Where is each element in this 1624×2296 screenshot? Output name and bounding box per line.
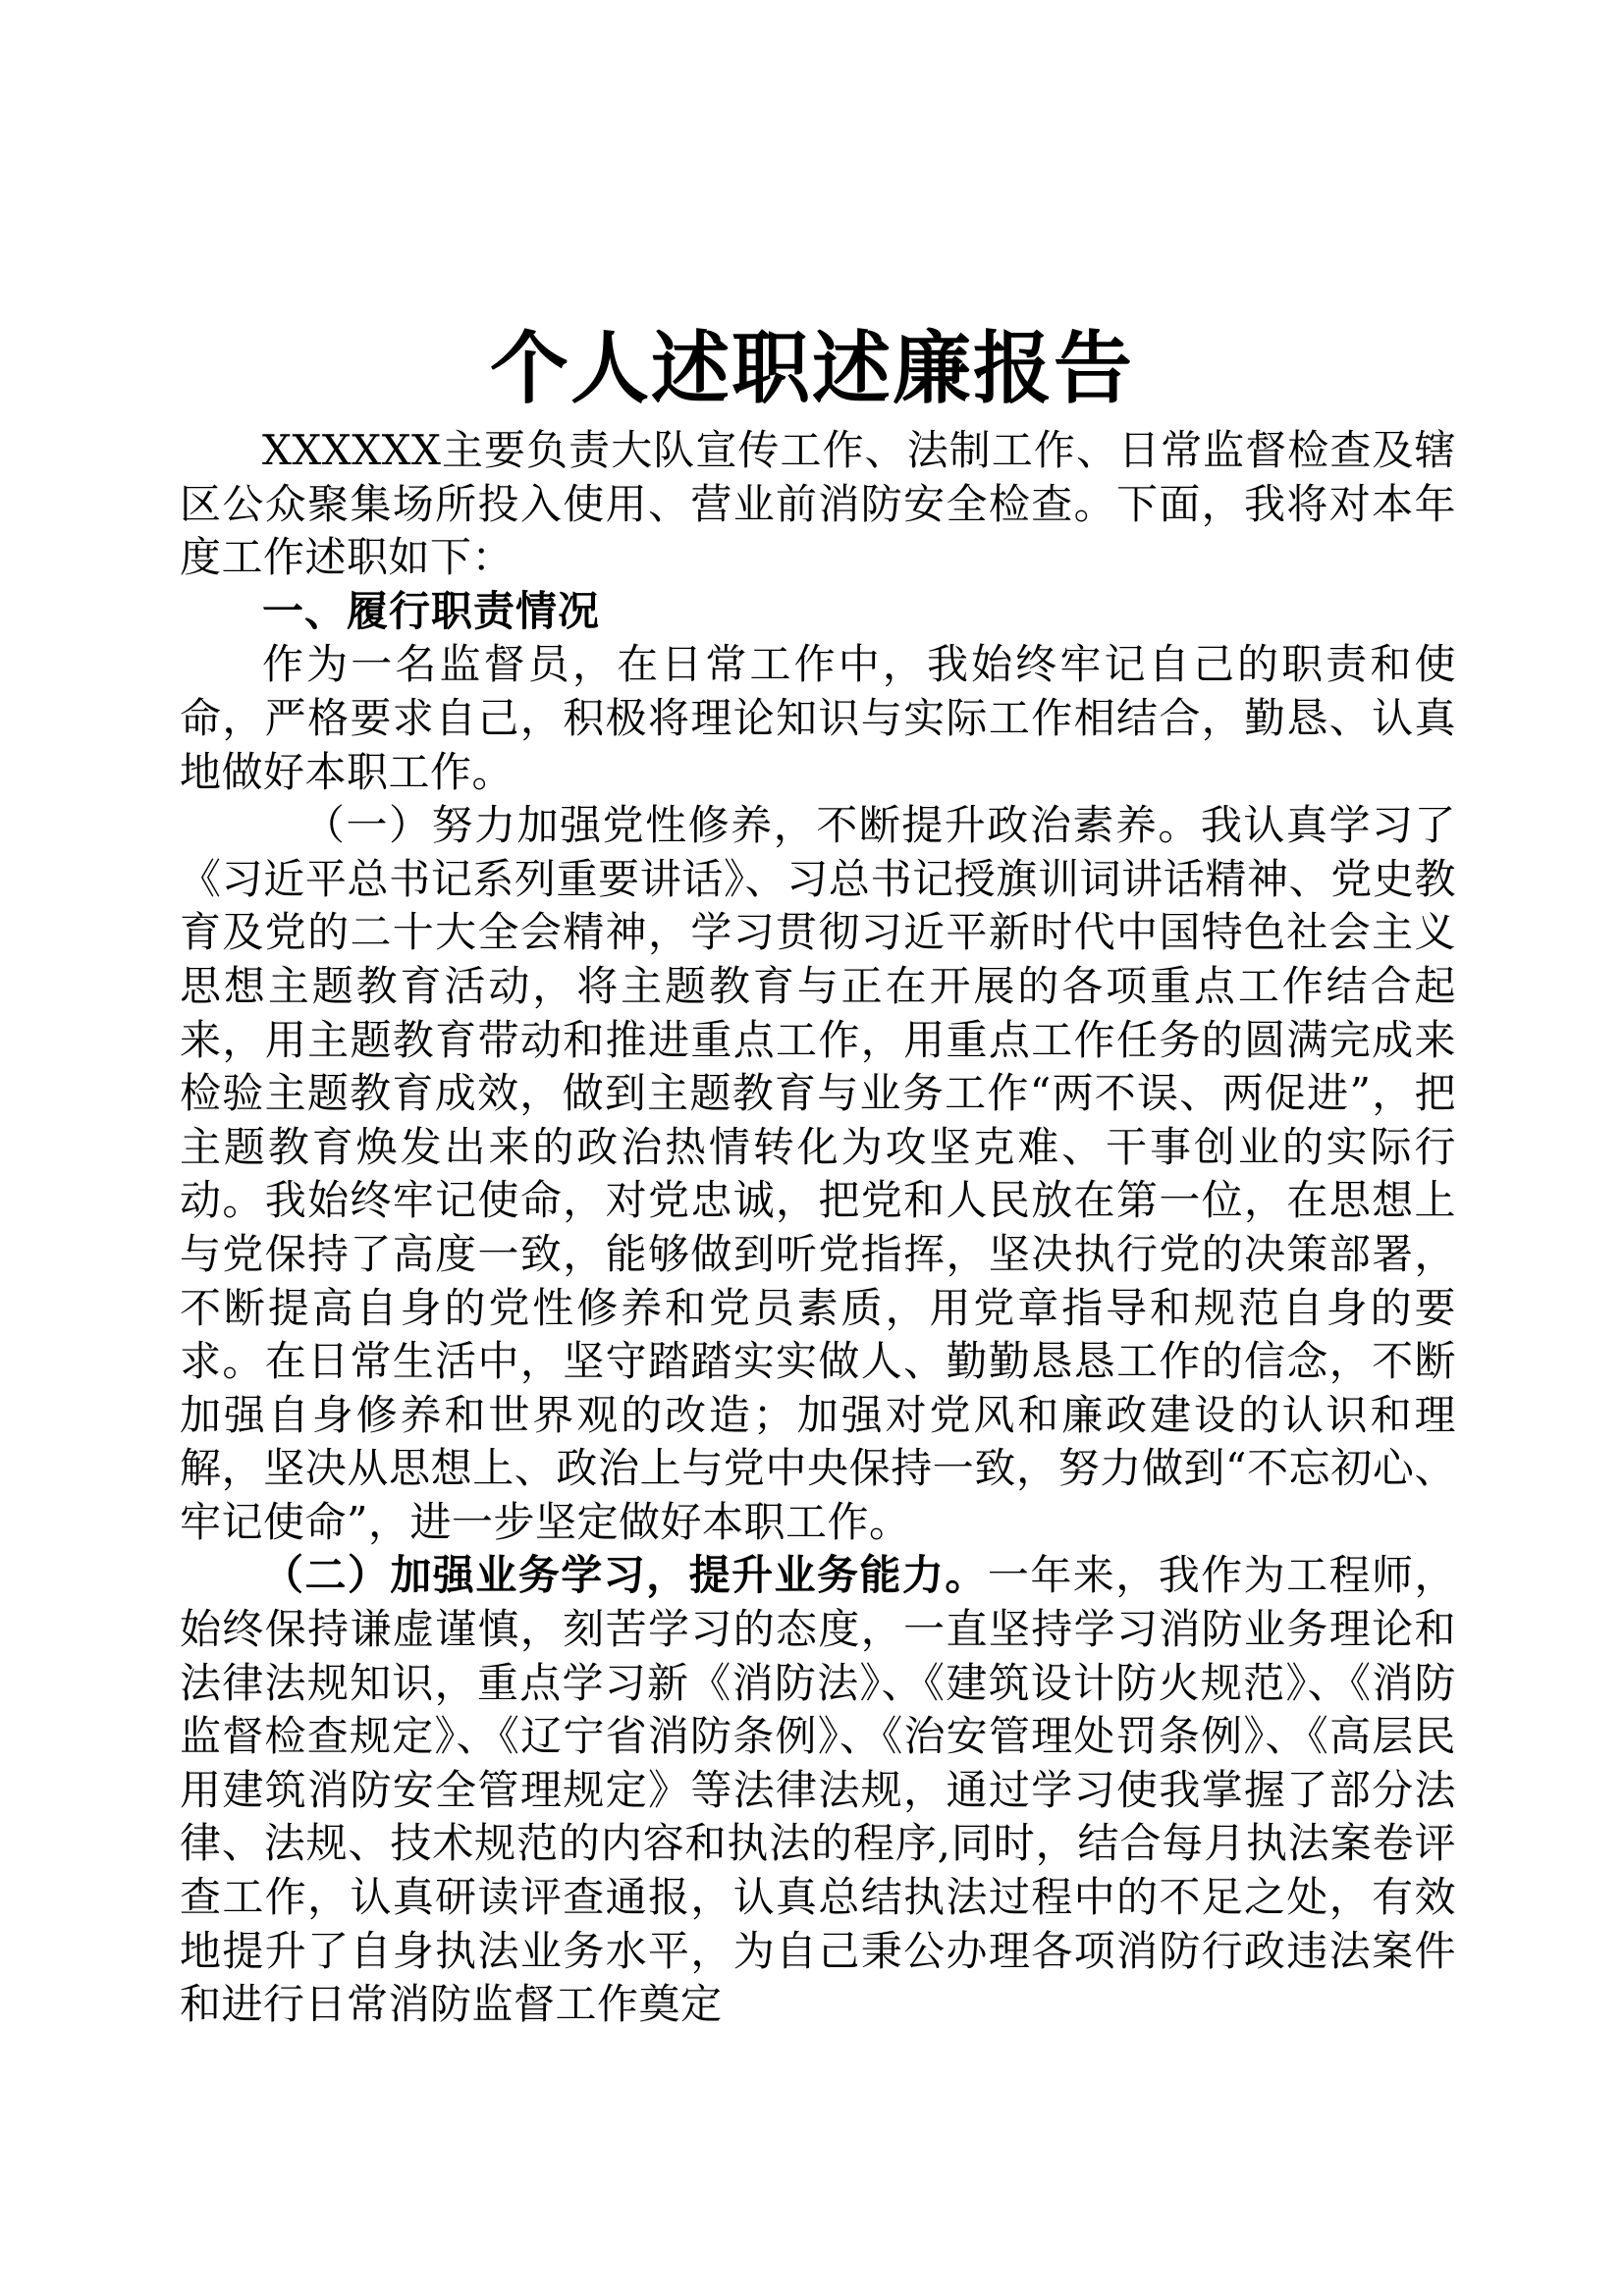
document-body <box>180 424 1456 2032</box>
item-2-lead: （二）加强业务学习，提升业务能力。 <box>262 1551 988 1600</box>
item-paragraph-2 <box>180 1549 1456 2031</box>
section-heading: 一、履行职责情况 <box>262 586 601 635</box>
document-title: 个人述职述廉报告 <box>490 322 1134 414</box>
intro-paragraph: XXXXXX主要负责大队宣传工作、法制工作、日常监督检查及辖区公众聚集场所投入使用、营业前消防安全检查。下面，我将对本年度工作述职如下： <box>180 426 1456 582</box>
section-paragraph: 作为一名监督员，在日常工作中，我始终牢记自己的职责和使命，严格要求自己，积极将理论知识与实际工作相结合，勤恳、认真地做好本职工作。 <box>180 640 1456 796</box>
item-paragraph-1: （一）努力加强党性修养，不断提升政治素养。我认真学习了《习近平总书记系列重要讲话》、习总书记授旗训词讲话精神、党史教育及党的二十大全会精神，学习贯彻习近平新时代中国特色社会主义思想主题教育活动，将主题教育与正在开展的各项重点工作结合起来，用主题教育带动和推进重点工作，用重点工作任务的圆满完成来检验主题教育成效，做到主题教育与业务工作“两不误、两促进”，把主题教育焕发出来的政治热情转化为攻坚克难、干事创业的实际行动。我始终牢记使命，对党忠诚，把党和人民放在第一位，在思想上与党保持了高度一致，能够做到听党指挥，坚决执行党的决策部署，不断提高自身的党性修养和党员素质，用党章指导和规范自身的要求。在日常生活中，坚守踏踏实实做人、勤勤恳恳工作的信念，不断加强自身修养和世界观的改造；加强对党风和廉政建设的认识和理解，坚决从思想上、政治上与党中央保持一致，努力做到“不忘初心、牢记使命”，进一步坚定做好本职工作。 <box>180 801 1456 1546</box>
item-2-body: 一年来，我作为工程师，始终保持谦虚谨慎，刻苦学习的态度，一直坚持学习消防业务理论和法律法规知识，重点学习新《消防法》、《建筑设计防火规范》、《消防监督检查规定》、《辽宁省消防条例》、《治安管理处罚条例》、《高层民用建筑消防安全管理规定》等法律法规，通过学习使我掌握了部分法律、法规、技术规范的内容和执法的程序,同时，结合每月执法案卷评查工作，认真研读评查通报，认真总结执法过程中的不足之处，有效地提升了自身执法业务水平，为自己秉公办理各项消防行政违法案件和进行日常消防监督工作奠定 <box>180 1551 1456 2029</box>
